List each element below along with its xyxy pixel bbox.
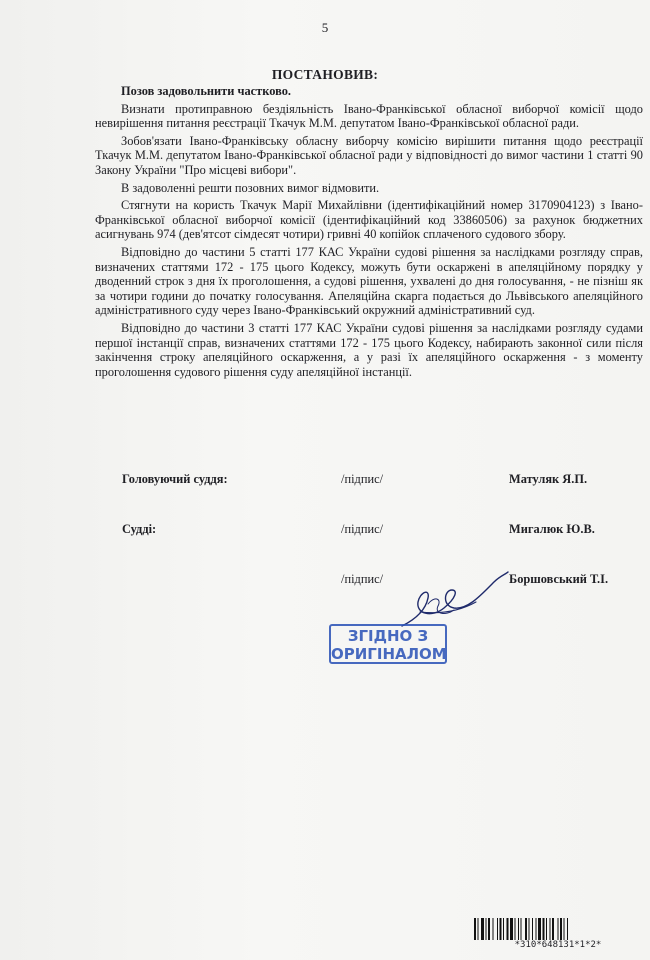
ruling-paragraph: Позов задовольнити частково.: [121, 84, 292, 98]
ruling-paragraph: Відповідно до частини 3 статті 177 КАС України судові рішення за наслідками розгляду судами першої інстанції справ, визначених статтями 172 - 175 цього Кодексу, набирають законної сили після закінчення строку апеляційного оскарження, а у разі їх апеляційного оскарження - з моменту проголошення судового рішення суду апеляційної інстанції.: [95, 320, 643, 379]
signature-mark: /підпис/: [341, 472, 384, 486]
stamp-line: ЗГІДНО З: [347, 627, 429, 645]
ruling-paragraph: Зобов'язати Івано-Франківську обласну виборчу комісію вирішити питання щодо реєстрації Ткачук М.М. депутатом Івано-Франківської обласної ради у відповідності до вимог частини 1 статті 90 Закону України "Про місцеві вибори".: [95, 133, 643, 177]
signature-mark: /підпис/: [341, 522, 384, 536]
ruling-body: [95, 84, 643, 382]
certified-copy-stamp: [329, 624, 447, 664]
page-number: 5: [321, 20, 329, 35]
stamp-line: ОРИГІНАЛОМ: [331, 645, 447, 663]
ruling-paragraph: Визнати протиправною бездіяльність Івано-Франківської обласної виборчої комісії щодо невирішення питання реєстрації Ткачук М.М. депутатом Івано-Франківської обласної ради.: [95, 101, 643, 131]
barcode-icon: [474, 918, 642, 940]
judge-name: Боршовський Т.І.: [509, 572, 609, 586]
ruling-heading: ПОСТАНОВИВ:: [271, 67, 379, 82]
barcode-number: *310*648131*1*2*: [514, 940, 602, 950]
ruling-paragraph: Стягнути на користь Ткачук Марії Михайлівни (ідентифікаційний номер 3170904123) з Івано-Франківської обласної виборчої комісії (ідентифікаційний код 33860506) за рахунок бюджетних асигнувань 974 (дев'ятсот сімдесят чотири) гривні 40 копійок сплаченого судового збору.: [95, 198, 643, 242]
judge-name: Мигалюк Ю.В.: [509, 522, 595, 536]
presiding-judge-name: Матуляк Я.П.: [509, 472, 588, 486]
presiding-judge-label: Головуючий суддя:: [122, 472, 228, 486]
judges-label: Судді:: [122, 522, 157, 536]
signature-mark: /підпис/: [341, 572, 384, 586]
ruling-paragraph: Відповідно до частини 5 статті 177 КАС України судові рішення за наслідками розгляду справ, визначених статтями 172 - 175 цього Кодексу, можуть бути оскаржені в апеляційному порядку у дводенний строк з дня їх проголошення, а судові рішення, ухвалені до дня голосування, - не пізніш як за чотири години до початку голосування. Апеляційна скарга подається до Львівського апеляційного адміністративного суду через Івано-Франківський окружний адміністративний суд.: [95, 244, 643, 318]
ruling-paragraph: В задоволенні решти позовних вимог відмовити.: [121, 180, 380, 195]
